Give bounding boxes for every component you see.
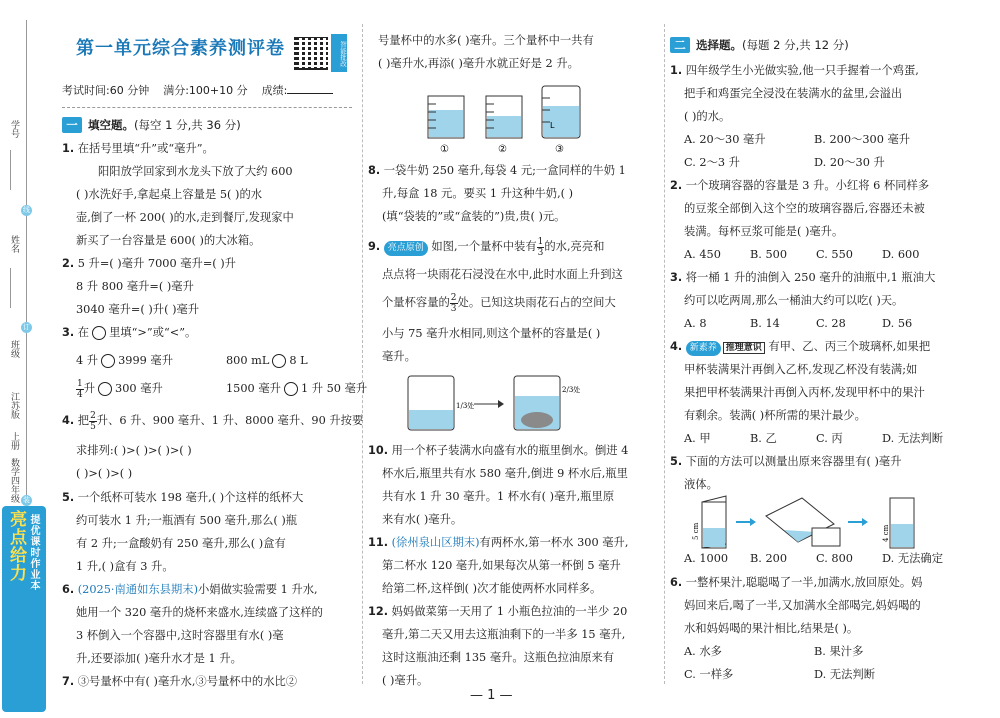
numerator: 1 [77,378,83,389]
question-text: 水和妈妈喝的果汁相比,结果是( )。 [684,622,859,635]
question-text: 毫升。 [382,350,416,363]
option[interactable]: C. 800 [816,552,853,565]
option[interactable]: D. 20～30 升 [814,156,885,169]
cup-3 [542,86,580,138]
question-text: 第二杯水 120 毫升,如果每次从第一杯倒 5 毫升 [382,559,621,572]
score-label: 成绩: [261,84,288,97]
question-number: 5. [62,491,75,504]
student-id-line [10,150,11,190]
question-text: ③号量杯中有( )毫升水,③号量杯中的水比② [77,675,298,688]
question-number: 6. [62,583,75,596]
option[interactable]: B. 200 [750,552,788,565]
question-5 [62,487,303,510]
option[interactable]: A. 20～30 毫升 [684,133,766,146]
option[interactable]: A. 8 [684,317,707,330]
question-10 [368,440,628,463]
brand-main: 亮点给力 [6,510,26,582]
question-number: 11. [368,536,389,549]
question-text: 果把甲杯装满果汁再倒入丙杯,发现甲杯中的果汁 [684,386,925,399]
section-note: (每题 2 分,共 12 分) [742,38,849,52]
arrow-icon [498,400,504,408]
section-number: 一 [62,117,82,133]
question-2 [670,175,929,198]
column-divider [664,24,665,684]
compare-item: 800 mL [226,354,270,367]
question-text: 甲杯装满果汁再倒入乙杯,发现乙杯没有装满;如 [684,363,918,376]
cup-label: ② [498,144,507,155]
question-text: 来有水( )毫升。 [382,513,463,526]
numerator: 2 [90,410,96,421]
question-text: 杯水后,瓶里共有水 580 毫升,倒进 9 杯水后,瓶里 [382,467,628,480]
question-number: 7. [62,675,75,688]
option[interactable]: C. 28 [816,317,846,330]
question-text: 有甲、乙、丙三个玻璃杯,如果把 [768,340,931,353]
fraction [89,411,97,432]
height-label: 4 cm [882,524,890,542]
question-1 [62,138,214,161]
question-text: 号量杯中的水多( )毫升。三个量杯中一共有 [378,34,594,47]
numerator: 2 [450,292,457,303]
question-text: 5 升=( )毫升 7000 毫升=( )升 [77,257,236,270]
stone-cup-figure [398,368,598,434]
option[interactable]: A. 水多 [684,645,722,658]
cup-1 [428,96,464,138]
question-8 [368,160,626,183]
question-number: 4. [62,414,75,427]
answer-circle[interactable] [284,382,298,396]
option[interactable]: A. 1000 [684,552,729,565]
question-text: 升、6 升、900 毫升、1 升、8000 毫升、90 升按要 [96,414,364,427]
name-line [10,268,11,308]
denominator: 3 [537,247,544,258]
question-text: 一个玻璃容器的容量是 3 升。小红将 6 杯同样多 [685,179,930,192]
question-number: 3. [670,271,683,284]
qr-pattern [294,36,328,70]
option[interactable]: D. 无法判断 [814,668,876,681]
question-text: 3 杯倒入一个容器中,这时容器里有水( )毫 [76,629,284,642]
qr-tag: 智能批改 [331,34,347,72]
question-1 [670,60,919,83]
question-text: 如图,一个量杯中装有 [431,240,537,253]
question-text: 个量杯容量的 [382,296,450,309]
question-text: 用一个杯子装满水向盛有水的瓶里倒水。倒进 4 [391,444,629,457]
answer-circle[interactable] [101,354,115,368]
column-divider [362,24,363,684]
option[interactable]: B. 14 [750,317,780,330]
option[interactable]: B. 500 [750,248,788,261]
question-number: 12. [368,605,389,618]
question-number: 4. [670,340,683,353]
question-text: 壶,倒了一杯 200( )的水,走到餐厅,发现家中 [76,211,294,224]
edition-label: 江苏版 [9,392,19,419]
question-text: 液体。 [684,478,718,491]
compare-item: 1 升 50 毫升 [300,382,368,395]
question-number: 1. [670,64,683,77]
option[interactable]: B. 乙 [750,432,777,445]
question-text: ( )毫升水,再添( )毫升水就正好是 2 升。 [378,57,579,70]
binding-dot: 订 [23,323,30,331]
question-number: 2. [62,257,75,270]
fraction-label: 1/3处 [456,402,475,410]
compare-row [226,350,308,373]
section-note: (每空 1 分,共 36 分) [134,118,241,132]
name-label: 姓名 [9,235,19,253]
question-6 [62,579,318,602]
question-text: 求排列:( )>( )>( )>( ) [76,444,192,457]
compare-row [76,350,173,373]
question-3 [670,267,935,290]
class-label: 班级 [9,340,19,358]
question-text: 毫升,第二天又用去这瓶油剩下的一半多 15 毫升, [382,628,626,641]
fraction [76,379,84,400]
question-text: 约可装水 1 升;一瓶酒有 500 毫升,那么( )瓶 [76,514,298,527]
question-12 [368,601,627,624]
compare-item: 8 L [289,354,308,367]
question-text: 里填“>”或“<”。 [109,326,197,339]
question-text: 一个纸杯可装水 198 毫升,( )个这样的纸杯大 [77,491,304,504]
question-text: 她用一个 320 毫升的烧杯来盛水,连续盛了这样的 [76,606,323,619]
reasoning-tag: 推理意识 [723,342,765,354]
section-title: 填空题。 [88,118,134,132]
answer-circle[interactable] [98,382,112,396]
question-text: 给第二杯,这样倒( )次才能使两杯水同样多。 [382,582,602,595]
page-number: — 1 — [470,688,513,703]
question-number: 10. [368,444,389,457]
question-text: 有剩余。装满( )杯所需的果汁最少。 [684,409,866,422]
question-text: 约可以吃两周,那么一桶油大约可以吃( )天。 [684,294,904,307]
question-number: 6. [670,576,683,589]
option[interactable]: D. 56 [882,317,913,330]
question-text: 把 [77,414,90,427]
question-text: 四年级学生小光做实验,他一只手握着一个鸡蛋, [685,64,919,77]
option[interactable]: D. 无法确定 [882,552,944,565]
question-source: (2025·南通如东县期末) [77,583,198,596]
arrow-icon [750,518,756,526]
compare-row [76,378,163,401]
volume-label: 上册 [9,432,19,450]
binding-dot: 线 [23,206,30,214]
compare-item: 升 [83,382,96,395]
question-text: 升,还要添加( )毫升水才是 1 升。 [76,652,242,665]
page-title: 第一单元综合素养测评卷 [76,38,285,59]
cup-label: ③ [555,144,564,155]
denominator: 3 [450,303,457,314]
question-text: 3040 毫升=( )升( )毫升 [76,303,200,316]
section-number: 二 [670,37,690,53]
question-4 [670,336,930,360]
question-text: ( )毫升。 [382,674,429,687]
circle-icon [92,326,106,340]
fraction-label: 2/3处 [562,386,581,394]
question-text: (填“袋装的”或“盒装的”)贵,贵( )元。 [382,210,566,223]
option[interactable]: B. 果汁多 [814,645,864,658]
question-text: 在括号里填“升”或“毫升”。 [77,142,214,155]
question-text: 妈妈做菜第一天用了 1 小瓶色拉油的一半少 20 [391,605,628,618]
option[interactable]: D. 600 [882,248,920,261]
brand-logo [2,506,46,712]
question-text: 处。已知这块雨花石占的空间大 [457,296,616,309]
option[interactable]: A. 450 [684,248,721,261]
question-5 [670,451,902,474]
exam-info [62,80,352,108]
option[interactable]: D. 无法判断 [882,432,944,445]
question-number: 3. [62,326,75,339]
container-figure [686,494,936,550]
question-text: ( )的水。 [684,110,731,123]
question-text: 8 升 800 毫升=( )毫升 [76,280,194,293]
denominator: 4 [77,389,83,400]
question-2 [62,253,236,276]
student-id-label: 学号 [9,120,19,138]
option[interactable]: C. 一样多 [684,668,734,681]
grade-label: 数学四年级 [9,458,19,503]
option[interactable]: B. 200～300 毫升 [814,133,911,146]
original-tag: 亮点原创 [384,241,428,256]
cup-2 [486,96,522,138]
question-text: 有两杯水,第一杯水 300 毫升, [479,536,629,549]
question-4 [62,410,363,433]
question-text: ( )水洗好手,拿起桌上容量是 5( )的水 [76,188,263,201]
brand-sub: 提优课时作业本 [28,514,39,591]
cup-label: ① [440,144,449,155]
compare-item: 1500 毫升 [226,382,281,395]
question-source: (徐州泉山区期末) [391,536,480,549]
option[interactable]: C. 550 [816,248,853,261]
question-text: ( )>( )>( ) [76,467,133,480]
question-3 [62,322,196,345]
binding-sidebar [0,0,56,718]
question-text: 点点将一块雨花石浸没在水中,此时水面上升到这 [382,268,623,281]
question-number: 8. [368,164,381,177]
question-number: 9. [368,240,381,253]
section-fill-header [62,114,241,137]
compare-item: 3999 毫升 [118,354,174,367]
stone-icon [521,412,553,428]
numerator: 1 [537,236,544,247]
exam-time: 考试时间:60 分钟 [62,84,150,97]
fraction [450,293,458,314]
denominator: 5 [90,421,96,432]
question-number: 1. [62,142,75,155]
question-text: 的豆浆全部倒入这个空的玻璃容器后,容器还未被 [684,202,925,215]
question-11 [368,532,628,555]
question-text: 1 升,( )盒有 3 升。 [76,560,174,573]
question-text: 这时这瓶油还剩 135 毫升。这瓶色拉油原来有 [382,651,615,664]
question-text: 小娟做实验需要 1 升水, [197,583,318,596]
height-label: 5 cm [692,522,700,540]
question-text [382,292,616,315]
question-text: 新买了一台容量是 600( )的大冰箱。 [76,234,261,247]
question-text: 小与 75 毫升水相同,则这个量杯的容量是( ) [382,327,601,340]
question-text: 阳阳放学回家到水龙头下放了大约 600 [98,165,293,178]
literacy-tag: 新素养 [686,341,721,356]
binding-dot: 装 [23,496,30,504]
question-number: 2. [670,179,683,192]
question-text: 下面的方法可以测量出原来容器里有( )毫升 [685,455,902,468]
option[interactable]: C. 丙 [816,432,843,445]
cup-unit-label: L [550,121,555,130]
measuring-cups-figure [424,80,584,156]
question-text: 一袋牛奶 250 毫升,每袋 4 元;一盒同样的牛奶 1 [383,164,626,177]
compare-item: 300 毫升 [115,382,163,395]
arrow-icon [862,518,868,526]
question-text: 装满。每杯豆浆可能是( )毫升。 [684,225,844,238]
question-text: 一整杯果汁,聪聪喝了一半,加满水,放回原处。妈 [685,576,923,589]
full-score: 满分:100+10 分 [163,84,248,97]
question-text: 共有水 1 升 30 毫升。1 杯水有( )毫升,瓶里原 [382,490,615,503]
question-7 [62,671,297,694]
option[interactable]: A. 甲 [684,432,711,445]
question-text: 在 [77,326,90,339]
question-text: 把手和鸡蛋完全浸没在装满水的盆里,会溢出 [684,87,903,100]
question-text: 将一桶 1 升的油倒入 250 毫升的油瓶中,1 瓶油大 [685,271,936,284]
question-6 [670,572,922,595]
question-text: 妈回来后,喝了一半,又加满水全部喝完,妈妈喝的 [684,599,921,612]
option[interactable]: C. 2～3 升 [684,156,740,169]
compare-item: 4 升 [76,354,99,367]
question-9 [368,236,604,259]
section-choice-header [670,34,849,57]
question-text: 有 2 升;一盒酸奶有 250 毫升,那么( )盒有 [76,537,286,550]
answer-circle[interactable] [272,354,286,368]
section-title: 选择题。 [696,38,742,52]
question-text: 升,每盒 18 元。要买 1 升这种牛奶,( ) [382,187,574,200]
question-number: 5. [670,455,683,468]
question-text: 的水,亮亮和 [544,240,605,253]
compare-row [226,378,367,401]
